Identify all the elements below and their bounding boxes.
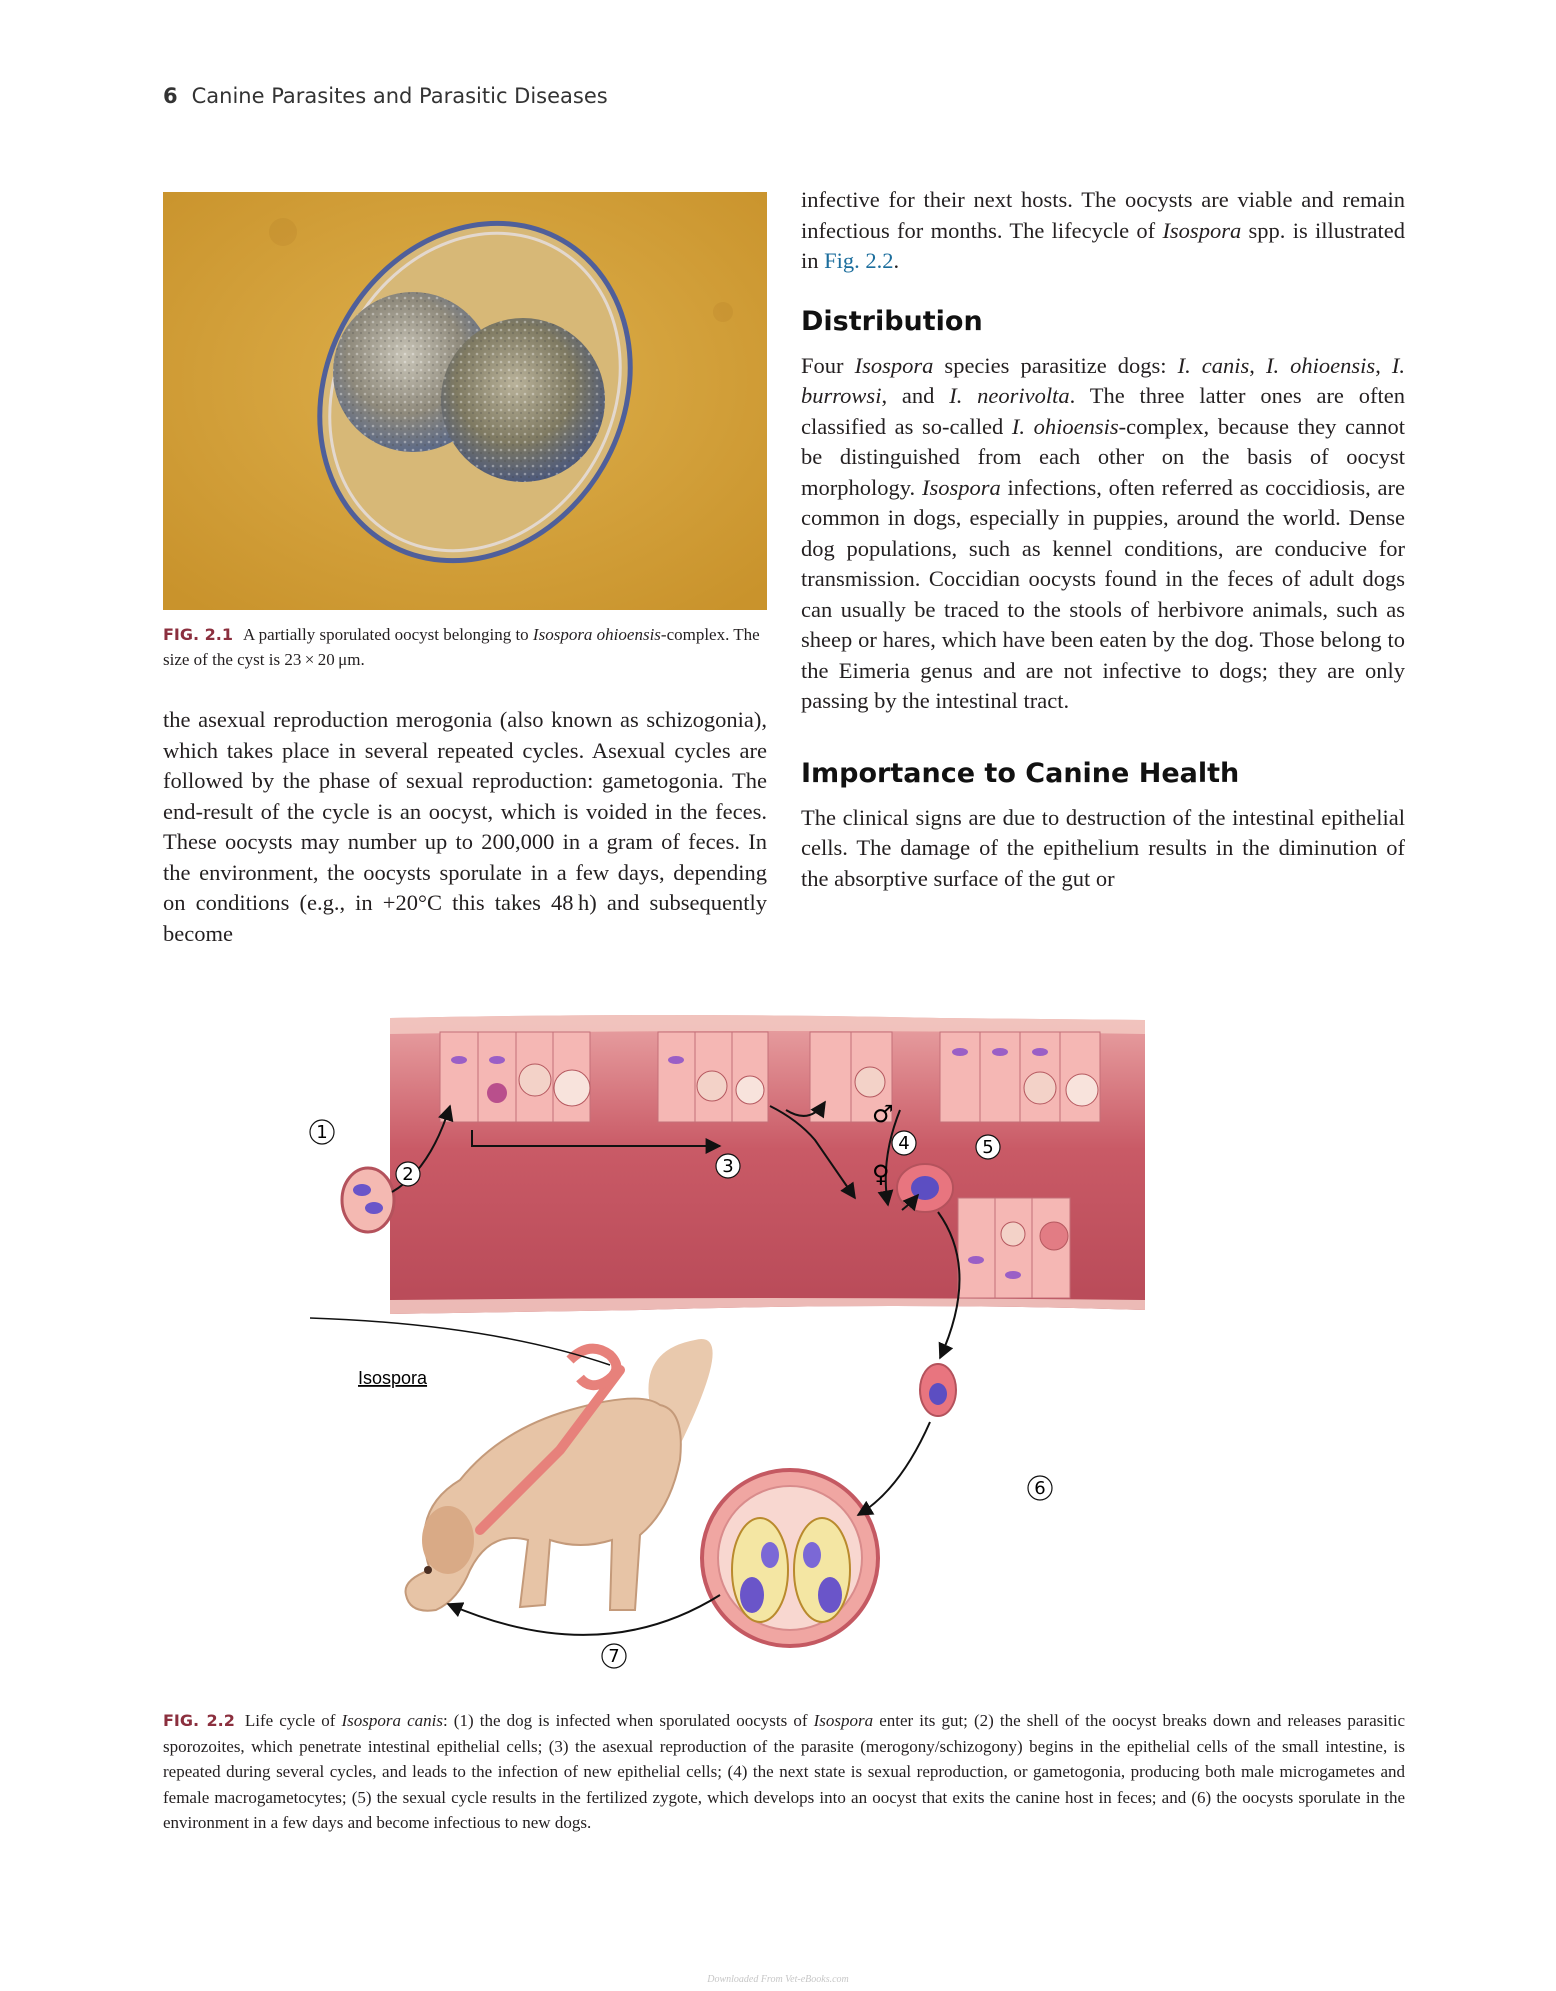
running-head (163, 84, 608, 108)
step-2-label (396, 1162, 420, 1186)
caption-text: : (1) the dog is infected when sporulated oocysts of (442, 1711, 814, 1730)
species-name: I. neorivolta (949, 383, 1070, 408)
caption-text: -complex. The size of the cyst is 23 × 20 μm. (163, 625, 760, 669)
text: . (893, 248, 900, 273)
caption-text: A partially sporulated oocyst belonging to (243, 625, 533, 644)
female-symbol: ♀ (872, 1160, 890, 1188)
distribution-heading: Distribution (801, 305, 983, 337)
text: , (1249, 352, 1266, 378)
text: -complex, because they cannot be distinguished from each other on the basis of oocyst morphology. (801, 413, 1406, 500)
male-symbol: ♂ (872, 1100, 894, 1128)
text: infections, often referred as coccidiosis, are common in dogs, especially in puppies, around the world. Dense dog populations, such as kennel conditions, are conducive for transmission. Coccidian oocysts found in the feces of adult dogs can usually be traced to the stools of herbivore animals, such as sheep or hares, which have been eaten by the dog. Those belong to the Eimeria genus and are not infective to dogs; they are only passing by the intestinal tract. (801, 474, 1405, 713)
species-name: Isospora ohioensis (532, 625, 661, 644)
step-4-label (892, 1131, 916, 1155)
svg-text:4: 4 (898, 1133, 910, 1154)
fig-2-1-label: FIG. 2.1 (163, 625, 234, 644)
svg-text:3: 3 (722, 1156, 734, 1177)
lifecycle-diagram (316, 1010, 1200, 1680)
caption-text: Life cycle of (244, 1711, 342, 1730)
epithelial-cells-bottom (958, 1198, 1070, 1298)
paragraph (801, 185, 1405, 277)
text: species parasitize dogs: (933, 352, 1178, 378)
fig-2-1-caption (163, 622, 767, 672)
paragraph (801, 351, 1405, 717)
sporulated-oocyst (702, 1470, 878, 1646)
svg-text:5: 5 (982, 1137, 994, 1158)
fig-2-2-label: FIG. 2.2 (163, 1711, 235, 1730)
book-title: Canine Parasites and Parasitic Diseases (191, 84, 608, 108)
fig-2-2-link[interactable]: Fig. 2.2 (824, 248, 894, 273)
svg-text:2: 2 (402, 1164, 414, 1185)
text: . The three latter ones are often classified as so-called (801, 383, 1405, 439)
left-column (163, 705, 767, 949)
page-number: 6 (163, 84, 178, 108)
species-name: Isospora (1162, 217, 1242, 243)
importance-heading: Importance to Canine Health (801, 757, 1240, 789)
text: spp. is illustrated in (801, 217, 1405, 273)
text: Four (801, 352, 855, 378)
species-name: I. burrowsi (801, 352, 1406, 408)
species-name: Isospora canis (341, 1711, 443, 1730)
right-column (801, 185, 1405, 894)
species-name: I. ohioensis (1265, 352, 1376, 378)
step-6-label (1028, 1476, 1052, 1500)
species-name: Isospora (813, 1711, 874, 1730)
paragraph: The clinical signs are due to destruction of the intestinal epithelial cells. The damage of the epithelium results in the diminution of the absorptive surface of the gut or (801, 804, 1405, 891)
step-7-label (602, 1644, 626, 1668)
isospora-label: Isospora (358, 1368, 428, 1388)
dog-illustration (406, 1339, 713, 1611)
svg-text:1: 1 (316, 1122, 328, 1143)
species-name: Isospora (854, 352, 934, 378)
text: infective for their next hosts. The oocysts are viable and remain infectious for months. The lifecycle of (801, 187, 1405, 243)
step-5-label (976, 1135, 1000, 1159)
ingested-oocyst (342, 1168, 394, 1232)
download-watermark: Downloaded From Vet-eBooks.com (707, 1974, 849, 1985)
text: , (1375, 352, 1392, 378)
species-name: Isospora (921, 474, 1001, 500)
svg-text:6: 6 (1034, 1478, 1046, 1499)
svg-text:7: 7 (608, 1646, 620, 1667)
step-3-label (716, 1154, 740, 1178)
text: , and (881, 383, 950, 408)
step-1-label (310, 1120, 334, 1144)
caption-text: enter its gut; (2) the shell of the oocyst breaks down and releases parasitic sporozoites, which penetrate intestinal epithelial cells; (3) the asexual reproduction of the parasite (merogony/schizogony) begins in the epithelial cells of the small intestine, is repeated during several cycles, and leads to the infection of new epithelial cells; (4) the next state is sexual reproduction, or gametogonia, producing both male microgametes and female macrogametocytes; (5) the sexual cycle results in the fertilized zygote, which develops into an oocyst that exits the canine host in feces; and (6) the oocysts sporulate in the environment in a few days and become infectious to new dogs. (163, 1711, 1405, 1832)
species-name: I. ohioensis (1011, 413, 1119, 439)
oocyst-photo (163, 192, 767, 610)
species-name: I. canis (1177, 352, 1250, 378)
paragraph: the asexual reproduction merogonia (also known as schizogonia), which takes place in several repeated cycles. Asexual cycles are followed by the phase of sexual reproduction: gametogonia. The end-result of the cycle is an oocyst, which is voided in the feces. These oocysts may number up to 200,000 in a gram of feces. In the environment, the oocysts sporulate in a few days, depending on conditions (e.g., in +20°C this takes 48 h) and subsequently become (163, 707, 767, 946)
fig-2-2-caption (163, 1708, 1405, 1836)
